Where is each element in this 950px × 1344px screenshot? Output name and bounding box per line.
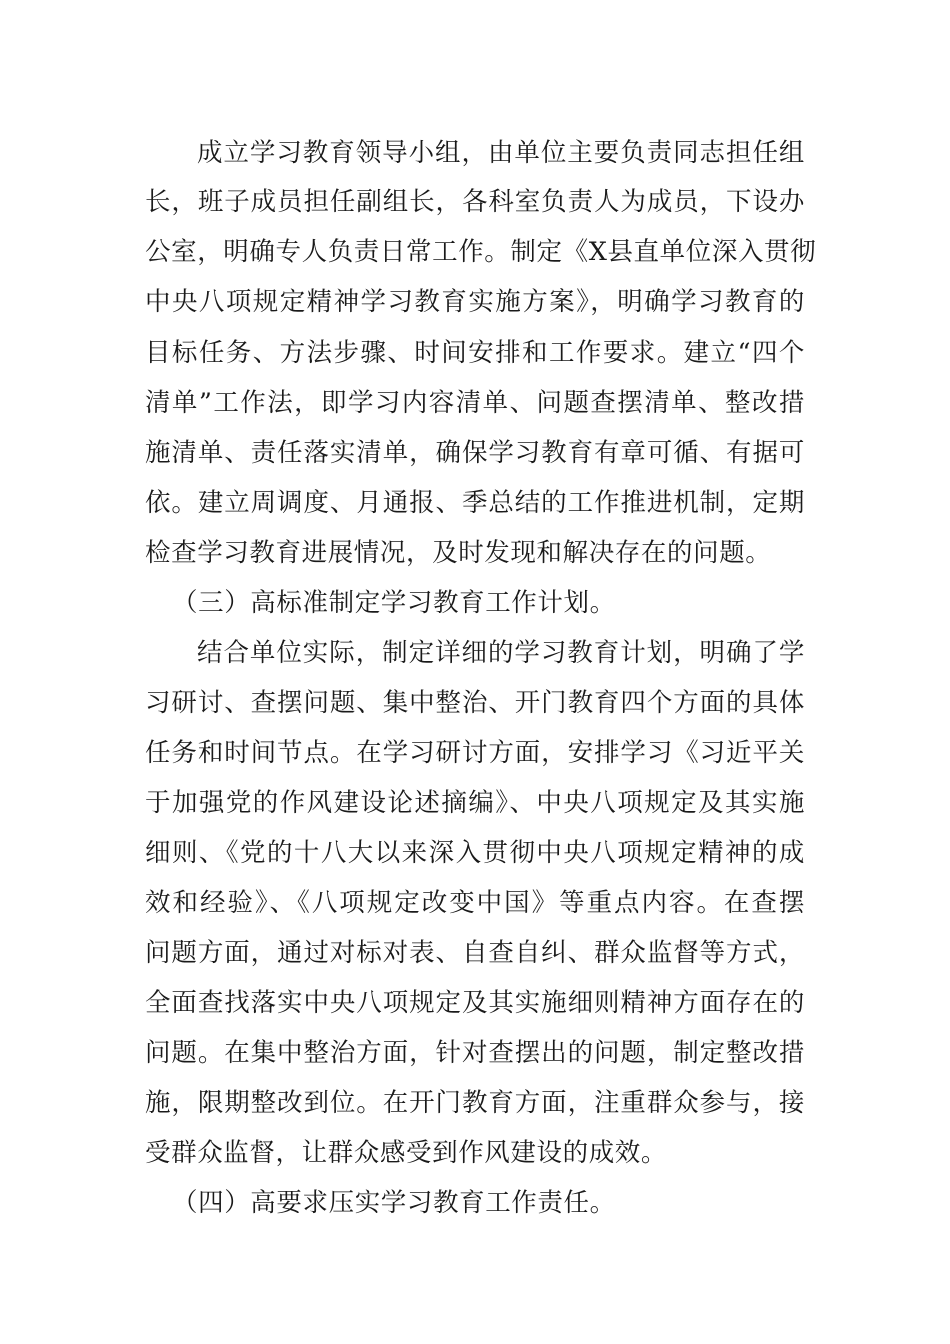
paragraph-2-line-8: 全面查找落实中央八项规定及其实施细则精神方面存在的 <box>145 988 805 1018</box>
paragraph-1-line-8: 依。建立周调度、月通报、季总结的工作推进机制，定期 <box>145 488 805 518</box>
section-heading-4: （四）高要求压实学习教育工作责任。 <box>172 1188 616 1218</box>
paragraph-1-line-6: 清单”工作法，即学习内容清单、问题查摆清单、整改措 <box>145 388 805 418</box>
paragraph-1-line-4: 中央八项规定精神学习教育实施方案》，明确学习教育的 <box>145 287 805 317</box>
paragraph-2-line-2: 习研讨、查摆问题、集中整治、开门教育四个方面的具体 <box>145 688 805 718</box>
paragraph-2-line-4: 于加强党的作风建设论述摘编》、中央八项规定及其实施 <box>145 788 805 818</box>
paragraph-2-line-10: 施，限期整改到位。在开门教育方面，注重群众参与，接 <box>145 1088 805 1118</box>
paragraph-2-line-1: 结合单位实际，制定详细的学习教育计划，明确了学 <box>197 638 805 668</box>
paragraph-1-line-2: 长，班子成员担任副组长，各科室负责人为成员，下设办 <box>145 187 805 217</box>
paragraph-1-line-1: 成立学习教育领导小组，由单位主要负责同志担任组 <box>197 138 805 168</box>
paragraph-1-line-5: 目标任务、方法步骤、时间安排和工作要求。建立“四个 <box>145 338 805 368</box>
paragraph-2-line-3: 任务和时间节点。在学习研讨方面，安排学习《习近平关 <box>145 738 805 768</box>
paragraph-1-line-3: 公室，明确专人负责日常工作。制定《X县直单位深入贯彻 <box>145 237 817 267</box>
paragraph-2-line-5: 细则、《党的十八大以来深入贯彻中央八项规定精神的成 <box>145 838 805 868</box>
section-heading-3: （三）高标准制定学习教育工作计划。 <box>172 588 616 618</box>
paragraph-2-line-11: 受群众监督，让群众感受到作风建设的成效。 <box>145 1138 668 1168</box>
paragraph-2-line-6: 效和经验》、《八项规定改变中国》等重点内容。在查摆 <box>145 888 805 918</box>
paragraph-1-line-9: 检查学习教育进展情况，及时发现和解决存在的问题。 <box>145 538 772 568</box>
paragraph-2-line-9: 问题。在集中整治方面，针对查摆出的问题，制定整改措 <box>145 1038 805 1068</box>
paragraph-2-line-7: 问题方面，通过对标对表、自查自纠、群众监督等方式， <box>145 938 805 968</box>
paragraph-1-line-7: 施清单、责任落实清单，确保学习教育有章可循、有据可 <box>145 438 805 468</box>
